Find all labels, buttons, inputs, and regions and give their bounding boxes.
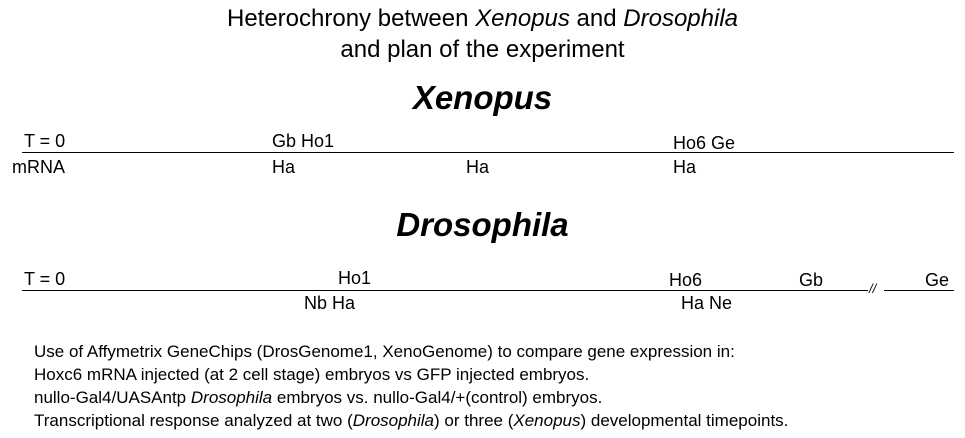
note-4-post: ) developmental timepoints. (580, 411, 789, 430)
title-xenopus: Xenopus (475, 5, 570, 32)
drosophila-ho1-label: Ho1 (338, 268, 372, 288)
xenopus-mrna-label: mRNA (12, 157, 65, 177)
note-4-mid: ) or three ( (434, 411, 514, 430)
xenopus-timeline (22, 152, 954, 153)
drosophila-ge-label: Ge (925, 270, 950, 290)
drosophila-ho6-label: Ho6 (669, 270, 703, 290)
note-3-post: embryos vs. nullo-Gal4/+(control) embryos. (272, 388, 603, 407)
drosophila-heading: Drosophila (396, 206, 569, 243)
drosophila-ha-ne-label: Ha Ne (681, 293, 733, 313)
xenopus-ha-label-3: Ha (673, 157, 697, 177)
note-line-1: Use of Affymetrix GeneChips (DrosGenome1, XenoGenome) to compare gene expression in: (34, 342, 735, 361)
drosophila-nb-ha-label: Nb Ha (304, 293, 356, 313)
title-line-1 (0, 4, 965, 34)
xenopus-t0-label: T = 0 (24, 131, 66, 151)
drosophila-timeline (22, 290, 868, 291)
note-line-3 (34, 387, 602, 409)
xenopus-ha-label-2: Ha (466, 157, 490, 177)
drosophila-timeline-after-break (884, 290, 954, 291)
title-line-2: and plan of the experiment (340, 36, 625, 63)
drosophila-t0-label: T = 0 (24, 269, 66, 289)
xenopus-gb-ho1-label: Gb Ho1 (272, 131, 335, 151)
note-4-italic-1: Drosophila (352, 411, 435, 430)
xenopus-ho6-ge-label: Ho6 Ge (673, 133, 736, 153)
note-3-pre: nullo-Gal4/UASAntp (34, 388, 191, 407)
title-drosophila: Drosophila (623, 5, 739, 32)
note-4-pre: Transcriptional response analyzed at two ( (34, 411, 353, 430)
note-4-italic-2: Xenopus (513, 411, 581, 430)
axis-break-mark: // (869, 281, 877, 296)
xenopus-ha-label-1: Ha (272, 157, 296, 177)
title-pre: Heterochrony between (226, 5, 476, 32)
note-line-2: Hoxc6 mRNA injected (at 2 cell stage) embryos vs GFP injected embryos. (34, 365, 590, 384)
xenopus-heading: Xenopus (412, 79, 553, 116)
title-and: and (569, 5, 624, 32)
drosophila-gb-label: Gb (799, 270, 824, 290)
note-3-italic: Drosophila (190, 388, 273, 407)
note-line-4 (34, 410, 788, 432)
